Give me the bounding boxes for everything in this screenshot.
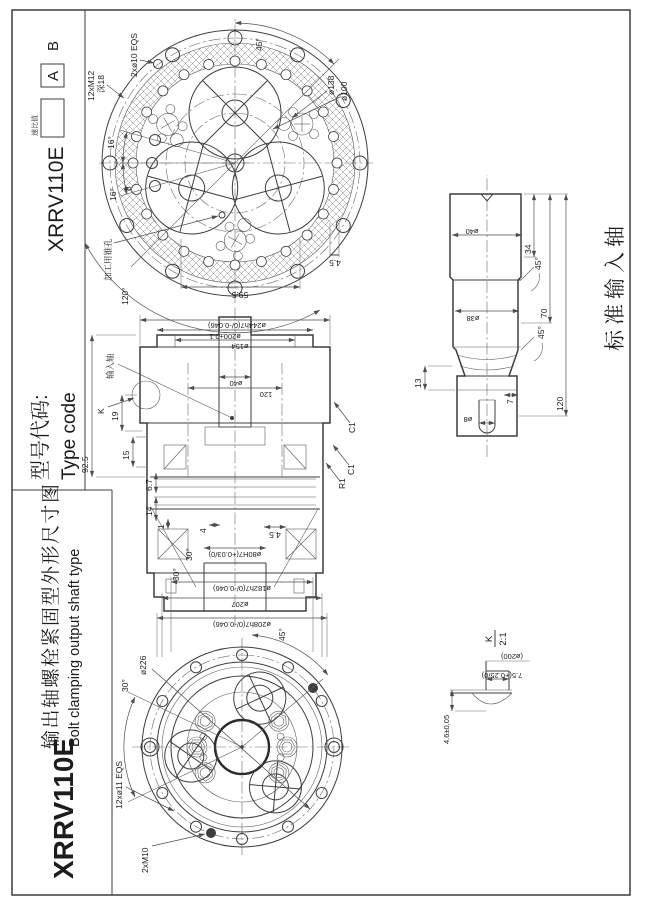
dia-226-label: ø226: [138, 655, 148, 675]
dia-80: ø80H7(+0.03/0): [208, 550, 262, 559]
gear-pin-holes-label: 2xø10 EQS: [129, 33, 139, 77]
dia-138-label: ø138: [326, 75, 336, 95]
input-shaft-view: [413, 175, 627, 457]
output-face-view: [114, 628, 352, 873]
dia-244: ø244h7(0/-0.046): [208, 321, 266, 330]
standard-input-shaft-label: 标准输入轴: [604, 221, 627, 351]
shaft-dia-40: ø40: [465, 227, 479, 236]
dim-15: 15: [121, 450, 131, 460]
type-code-model: XRRV110E: [45, 146, 68, 252]
angle-16-b: 16°: [106, 136, 116, 149]
option-a: A: [45, 70, 62, 82]
dia-182: ø182h7(0/-0.046): [213, 584, 271, 593]
output-angle-45: 45°: [277, 628, 287, 641]
output-angle-30: 30°: [120, 679, 130, 692]
angle-30-a: 30°: [171, 568, 181, 581]
dim-6-7: 6.7: [144, 479, 154, 491]
title-chinese: 输出轴螺栓紧固型外形尺寸图: [41, 482, 62, 749]
angle-16-a: 16°: [108, 188, 118, 201]
shaft-angle-45-a: 45°: [533, 257, 543, 270]
dia-100-label: ø100: [339, 81, 349, 101]
cross-section-view: [80, 307, 357, 657]
chamfer-c1-a: C1: [347, 422, 357, 433]
shaft-dim-34: 34: [523, 244, 533, 254]
taper-hole-note: 加工用锥孔: [103, 238, 113, 281]
radius-r1: R1: [337, 478, 347, 489]
gear-bolt-depth-label: 深18: [96, 75, 106, 93]
type-code-block: [29, 41, 80, 480]
sec-dia-40: ø40: [229, 379, 243, 388]
dim-8: 8: [123, 186, 133, 191]
shaft-dim-13: 13: [413, 378, 423, 388]
input-shaft-note: 输入轴: [105, 353, 115, 379]
type-code-label-cn: 型号代码:: [30, 394, 52, 480]
detail-dim-4-6: 4.6±0.05: [442, 714, 451, 744]
dim-92-5: 92.5: [80, 456, 90, 473]
dia-208: ø208h7(0/-0.046): [213, 620, 271, 629]
shaft-angle-45-b: 45°: [536, 326, 546, 339]
angle-30-b: 30°: [184, 548, 194, 561]
tap-holes-label: 2xM10: [140, 847, 150, 873]
dia-154: ø154: [231, 342, 249, 351]
title-model: XRRV110E: [48, 737, 79, 879]
detail-ref-dia: (ø200): [500, 652, 524, 661]
type-code-label-en: Type code: [59, 392, 80, 480]
shaft-dim-120: 120: [555, 396, 565, 411]
gear-bolt-holes-label: 12xM12: [86, 70, 96, 101]
gear-angle-45: 45°: [254, 38, 264, 51]
output-bolt-holes-label: 12xø11 EQS: [114, 760, 124, 809]
shaft-dim-7: 7: [505, 399, 515, 404]
m10-hole-1: [206, 828, 216, 838]
sec-dim-4-5: 4.5: [269, 530, 281, 540]
detail-k-view: [442, 630, 530, 744]
dim-4: 4: [198, 528, 208, 533]
ratio-label: 速比值: [32, 115, 39, 136]
dia-207: ø207: [231, 600, 249, 609]
shaft-dia-38: ø38: [466, 314, 480, 323]
dim-1: 1: [156, 524, 166, 529]
sheet-frame: [12, 10, 630, 895]
gear-angle-120: 120°: [120, 287, 130, 305]
detail-k-scale: 2:1: [498, 632, 509, 646]
chamfer-c1-b: C1: [346, 464, 356, 475]
shaft-dim-70: 70: [539, 308, 549, 318]
detail-k-name: K: [484, 635, 495, 643]
title-english: Bolt clamping output shaft type: [67, 548, 83, 747]
gear-dim-4-5: 4.5: [329, 258, 341, 268]
dim-59-5: 59.5: [231, 290, 249, 300]
dim-19: 19: [110, 411, 120, 421]
dim-14: 14: [144, 506, 154, 516]
sec-dim-120: 120: [259, 390, 273, 399]
gear-face-view: [85, 19, 373, 333]
detail-k-letter: K: [96, 408, 106, 414]
detail-dim-7-5: 7.5(+0.25/0): [481, 671, 523, 680]
dia-200: ø200±0.1: [209, 332, 241, 341]
ratio-value-box: [41, 99, 64, 137]
shaft-dia-8: ø8: [463, 415, 473, 424]
title-block: [40, 482, 83, 879]
option-b: B: [45, 40, 62, 51]
